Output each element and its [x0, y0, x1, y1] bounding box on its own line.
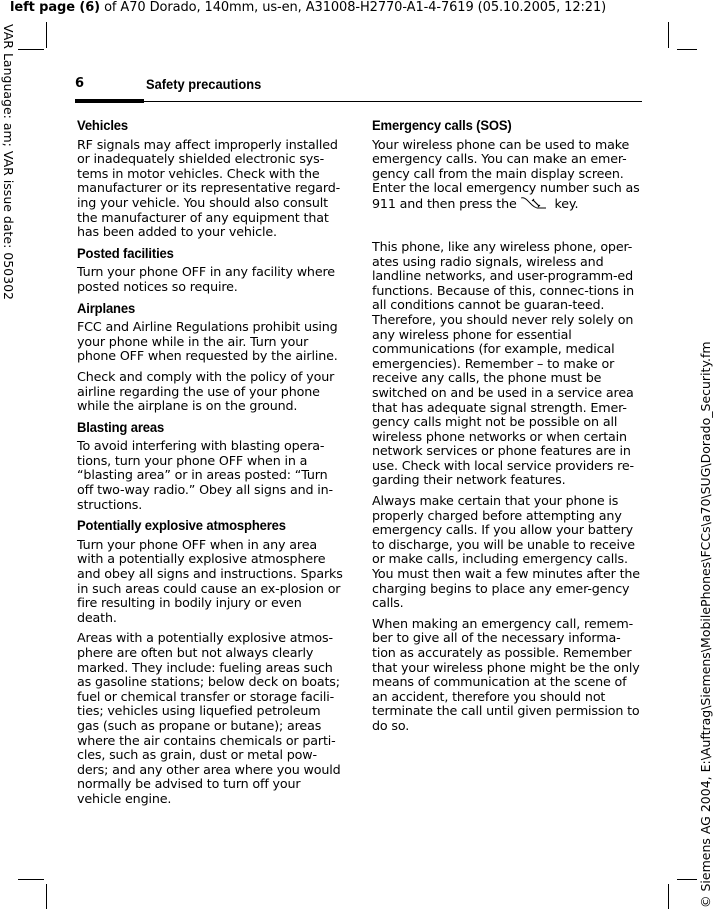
crop-mark [668, 22, 669, 48]
paragraph: RF signals may affect improperly installed or inadequately shielded electronic sys-tems in motor vehicles. Check with the manufacturer or its representative regard-ing your vehicle. You should also consult the manufacturer of any equipment that has been added to your vehicle. [77, 136, 341, 240]
section-heading-explosive-atmospheres: Potentially explosive atmospheres [77, 517, 286, 534]
crop-mark [677, 879, 697, 880]
page-number: 6 [75, 76, 85, 91]
paragraph: FCC and Airline Regulations prohibit using your phone while in the air. Turn your phone OFF when requested by the airline. [77, 319, 338, 364]
crop-mark [46, 884, 47, 909]
paragraph-gap [372, 218, 640, 240]
paragraph: Turn your phone OFF when in any area with a potentially explosive atmosphere and obey all signs and instructions. Sparks in such areas could cause an ex-plosion or fire resulting in bodily injury or even death. [77, 536, 343, 625]
page-reference: left page (6) [10, 0, 101, 15]
copyright-path-note: © Siemens AG 2004, E:\Auftrag\Siemens\MobilePhones\FCCs\a70\SUG\Dorado_Security.fm [698, 341, 713, 908]
header-rule-accent [75, 99, 144, 103]
crop-mark [677, 49, 697, 50]
paragraph: When making an emergency call, remem-ber to give all of the necessary informa-tion as accurately as possible. Remember that your wireless phone might be the only means of communication at the scene of an accident, therefore you should not terminate the call until given permission to do so. [372, 615, 640, 733]
right-column [372, 118, 640, 740]
document-info: of A70 Dorado, 140mm, us-en, A31008-H2770-A1-4-7619 (05.10.2005, 12:21) [100, 0, 607, 15]
paragraph: Always make certain that your phone is properly charged before attempting any emergency calls. If you allow your battery to discharge, you will be unable to receive or make calls, including emergency calls. You must then wait a few minutes after the charging begins to place any emer-gency calls. [372, 493, 640, 611]
var-language-note: VAR Language: am; VAR issue date: 050302 [1, 24, 16, 300]
crop-mark [46, 22, 47, 48]
header-rule [75, 101, 642, 102]
crop-mark [668, 884, 669, 909]
emergency-intro-key-suffix: key. [550, 195, 579, 211]
paragraph-emergency-intro [372, 138, 640, 212]
section-heading-emergency-calls: Emergency calls (SOS) [372, 117, 512, 133]
print-info-line [10, 0, 606, 15]
call-key-icon [519, 196, 549, 212]
paragraph: Turn your phone OFF in any facility where posted notices so require. [77, 264, 335, 294]
paragraph: Check and comply with the policy of your airline regarding the use of your phone while the airplane is on the ground. [77, 368, 335, 414]
section-heading-airplanes: Airplanes [77, 299, 136, 316]
page-title: Safety precautions [146, 76, 262, 92]
paragraph: This phone, like any wireless phone, oper-ates using radio signals, wireless and landline networks, and user-programm-ed functions. Because of this, connec-tions in all conditions cannot be guaran-teed. Therefore, you should never rely solely on any wireless phone for essential communications (for example, medical emergencies). Remember – to make or receive any calls, the phone must be switched on and be used in a service area that has adequate signal strength. Emer-gency calls might not be possible on all wireless phone networks or when certain network services or phone features are in use. Check with local service providers re-garding their network features. [372, 238, 634, 488]
crop-mark [18, 49, 44, 50]
emergency-intro-text: Your wireless phone can be used to make emergency calls. You can make an emer-gency call from the main display screen. Enter the local emergency number such as 911 and then press the [372, 136, 640, 211]
section-heading-posted-facilities: Posted facilities [77, 244, 174, 261]
section-heading-blasting-areas: Blasting areas [77, 418, 165, 435]
left-column [77, 118, 345, 813]
paragraph: Areas with a potentially explosive atmos-phere are often but not always clearly marked. They include: fueling areas such as gasoline stations; below deck on boats; fuel or chemical transfer or storage facili-ties; vehicles using liquefied petroleum gas (such as propane or butane); areas where the air contains chemicals or parti-cles, such as grain, dust or metal pow-ders; and any other area where you would normally be advised to turn off your vehicle engine. [77, 630, 341, 806]
paragraph: To avoid interfering with blasting opera-tions, turn your phone OFF when in a “blasting area” or in areas posted: “Turn off two-way radio.” Obey all signs and in-structions. [77, 438, 333, 512]
right-margin-note [695, 0, 715, 909]
crop-mark [18, 879, 44, 880]
left-margin-note [0, 0, 20, 909]
section-heading-vehicles: Vehicles [77, 117, 129, 133]
